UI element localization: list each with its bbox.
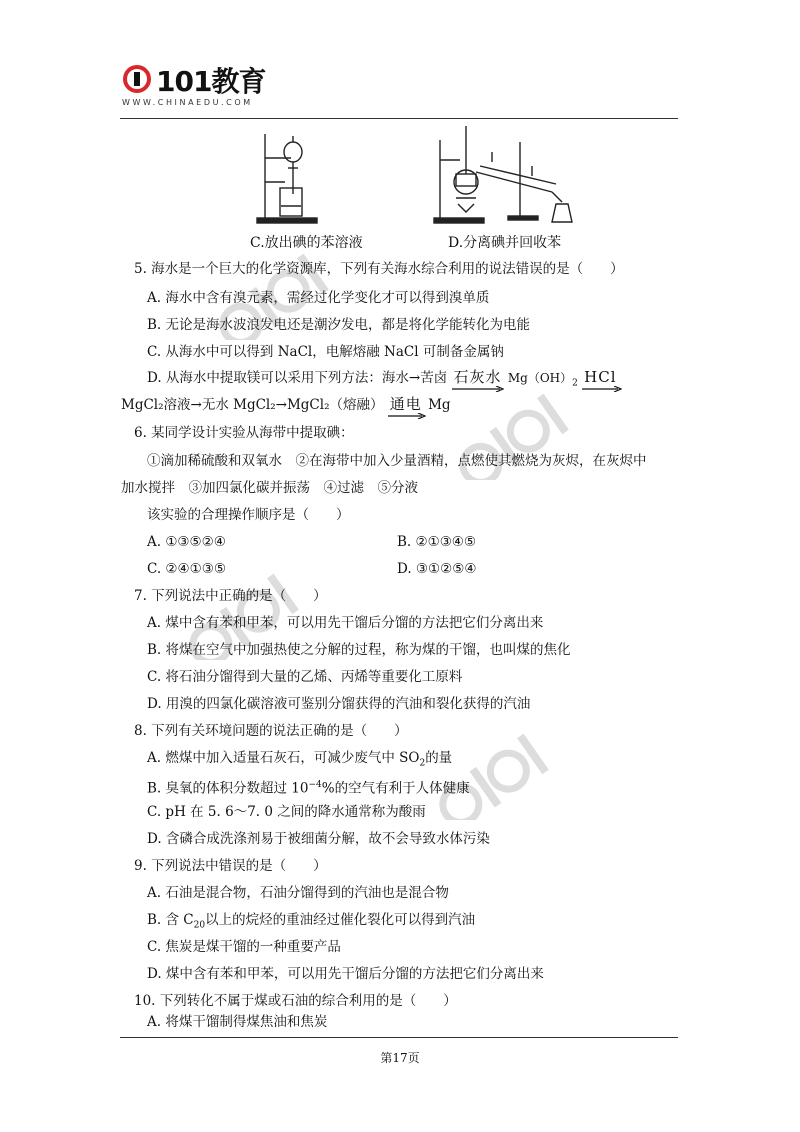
q6-option-a: A. ①③⑤②④	[147, 534, 226, 550]
q9-option-b	[147, 910, 475, 936]
q9-b-pre: B. 含 C	[147, 912, 194, 928]
q8-b-pre: B. 臭氧的体积分数超过 10	[147, 780, 309, 797]
q5-option-d	[147, 367, 619, 394]
q5-d-end: Mg	[428, 397, 451, 413]
q9-b-post: 以上的烷烃的重油经过催化裂化可以得到汽油	[205, 912, 476, 928]
q8-a-post: 的量	[425, 750, 453, 766]
q9-option-c: C. 焦炭是煤干馏的一种重要产品	[147, 939, 341, 955]
q5-d-arrow-lime-water	[452, 367, 504, 388]
logo-text: 101教育	[156, 65, 266, 98]
q5-option-d-line2	[121, 394, 451, 415]
q7-stem: 7. 下列说法中正确的是（ ）	[134, 588, 327, 604]
q7-option-c: C. 将石油分馏得到大量的乙烯、丙烯等重要化工原料	[147, 669, 463, 685]
q8-b-sup: −4	[308, 780, 322, 790]
q7-option-d: D. 用溴的四氯化碳溶液可鉴别分馏获得的汽油和裂化获得的汽油	[147, 696, 531, 712]
figure-d-distillation-apparatus	[432, 122, 592, 230]
q6-stem: 6. 某同学设计实验从海带中提取碘：	[134, 425, 354, 441]
q6-steps-line2: 加水搅拌 ③加四氯化碳并振荡 ④过滤 ⑤分液	[121, 480, 418, 496]
q8-b-post: %的空气有利于人体健康	[321, 780, 470, 797]
q6-option-b: B. ②①③④⑤	[397, 534, 477, 550]
q8-option-c: C. pH 在 5. 6～7. 0 之间的降水通常称为酸雨	[147, 804, 426, 820]
q5-option-b: B. 无论是海水波浪发电还是潮汐发电，都是将化学能转化为电能	[147, 317, 531, 333]
q6-option-c: C. ②④①③⑤	[147, 561, 226, 577]
right-arrow-icon	[582, 386, 622, 392]
q10-stem: 10. 下列转化不属于煤或石油的综合利用的是（ ）	[134, 993, 457, 1009]
q5-d-sub: 2	[572, 378, 578, 389]
q8-a-pre: A. 燃煤中加入适量石灰石，可减少废气中 SO	[147, 750, 420, 766]
right-arrow-icon	[452, 386, 504, 392]
q6-steps-line1: ①滴加稀硫酸和双氧水 ②在海带中加入少量酒精，点燃使其燃烧为灰烬，在灰烬中	[147, 453, 647, 469]
q7-option-a: A. 煤中含有苯和甲苯，可以用先干馏后分馏的方法把它们分离出来	[147, 615, 544, 631]
q5-d-arrow-electrolysis	[388, 394, 424, 415]
q10-option-a: A. 将煤干馏制得煤焦油和焦炭	[147, 1014, 328, 1030]
q9-option-a: A. 石油是混合物，石油分馏得到的汽油也是混合物	[147, 885, 449, 901]
figure-c-separatory-funnel	[255, 130, 325, 230]
q6-ask: 该实验的合理操作顺序是（ ）	[147, 507, 350, 523]
logo-mark-icon	[122, 64, 152, 94]
q5-d-arrow2-label: HCl	[584, 368, 617, 386]
q5-d-arrow-hcl	[582, 367, 618, 388]
figure-d-caption: D.分离碘并回收苯	[448, 235, 562, 251]
page-number: 第17页	[380, 1051, 420, 1065]
q8-option-d: D. 含磷合成洗涤剂易于被细菌分解，故不会导致水体污染	[147, 831, 490, 847]
logo-url: WWW.CHINAEDU.COM	[122, 98, 253, 107]
q5-d-arrow3-label: 通电	[389, 395, 422, 413]
q5-option-c: C. 从海水中可以得到 NaCl，电解熔融 NaCl 可制备金属钠	[147, 344, 504, 360]
q5-option-a: A. 海水中含有溴元素，需经过化学变化才可以得到溴单质	[147, 290, 490, 306]
q8-option-b	[147, 775, 470, 799]
q6-option-d: D. ③①②⑤④	[397, 561, 477, 577]
q5-d-line2-text: MgCl₂溶液→无水 MgCl₂→MgCl₂（熔融）	[121, 397, 384, 413]
q9-b-sub: 20	[193, 920, 206, 931]
footer-rule	[120, 1037, 678, 1038]
q5-d-text-mid: Mg（OH）	[507, 371, 573, 385]
q5-d-arrow-label: 石灰水	[453, 368, 502, 386]
header-logo	[122, 60, 302, 112]
q9-option-d: D. 煤中含有苯和甲苯，可以用先干馏后分馏的方法把它们分离出来	[147, 966, 544, 982]
q7-option-b: B. 将煤在空气中加强热使之分解的过程，称为煤的干馏，也叫煤的焦化	[147, 642, 571, 658]
q9-stem: 9. 下列说法中错误的是（ ）	[134, 858, 327, 874]
right-arrow-icon	[388, 413, 426, 419]
q5-d-text-pre: D. 从海水中提取镁可以采用下列方法：海水→苦卤	[147, 370, 448, 386]
q8-option-a	[147, 748, 452, 774]
figure-c-caption: C.放出碘的苯溶液	[250, 235, 363, 251]
q8-a-sub: 2	[419, 758, 426, 769]
header-rule	[120, 118, 678, 119]
q8-stem: 8. 下列有关环境问题的说法正确的是（ ）	[134, 723, 408, 739]
q5-stem: 5. 海水是一个巨大的化学资源库，下列有关海水综合利用的说法错误的是（ ）	[134, 261, 624, 277]
